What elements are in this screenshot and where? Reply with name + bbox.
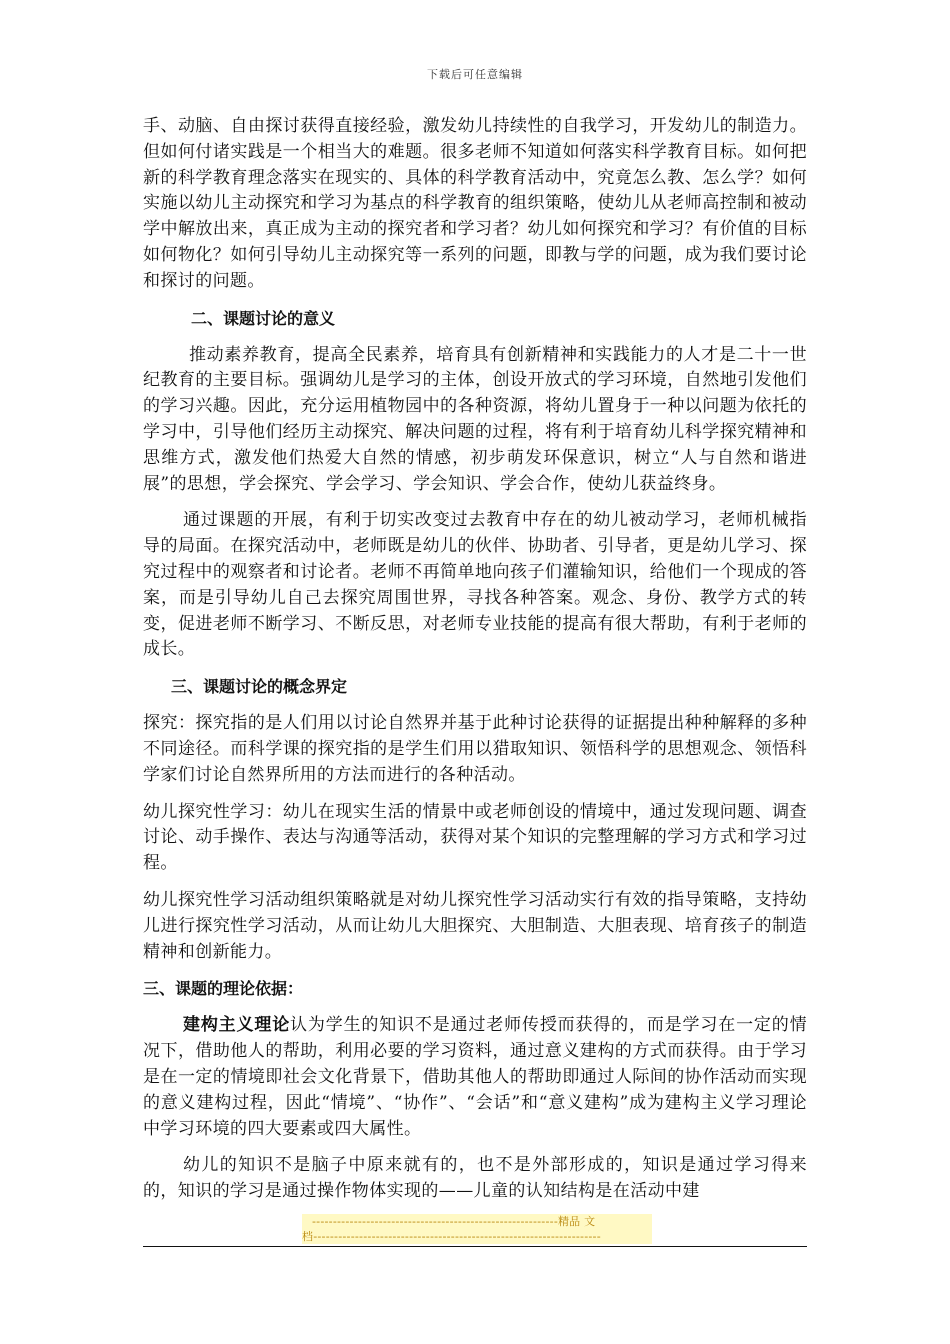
paragraph-definition-inquiry-learning: 幼儿探究性学习：幼儿在现实生活的情景中或老师创设的情境中，通过发现问题、调查讨论、动手操作、表达与沟通等活动，获得对某个知识的完整理解的学习方式和学习过程。 <box>143 801 807 874</box>
section-heading-theory: 三、课题的理论依据： <box>143 979 304 999</box>
footer-divider <box>143 1246 807 1247</box>
paragraph-project-development: 通过课题的开展，有利于切实改变过去教育中存在的幼儿被动学习，老师机械指导的局面。在探究活动中，老师既是幼儿的伙伴、协助者、引导者，更是幼儿学习、探究过程中的观察者和讨论者。老师不再简单地向孩子们灌输知识，给他们一个现成的答案，而是引导幼儿自己去探究周围世界，寻找各种答案。观念、身份、教学方式的转变，促进老师不断学习、不断反思，对老师专业技能的提高有很大帮助，有利于老师的成长。 <box>143 510 807 660</box>
header-note: 下载后可任意编辑 <box>427 68 523 81</box>
paragraph-definition-strategy: 幼儿探究性学习活动组织策略就是对幼儿探究性学习活动实行有效的指导策略，支持幼儿进行探究性学习活动，从而让幼儿大胆探究、大胆制造、大胆表现、培育孩子的制造精神和创新能力。 <box>143 889 807 962</box>
footer-line-1: -----------------------------------------------------------精品 文 <box>312 1215 596 1228</box>
paragraph-definition-inquiry: 探究：探究指的是人们用以讨论自然界并基于此种讨论获得的证据提出种种解释的多种不同途径。而科学课的探究指的是学生们用以猎取知识、领悟科学的思想观念、领悟科学家们讨论自然界所用的方法而进行的各种活动。 <box>143 713 807 785</box>
paragraph-quality-education: 推动素养教育，提高全民素养，培育具有创新精神和实践能力的人才是二十一世纪教育的主要目标。强调幼儿是学习的主体，创设开放式的学习环境，自然地引发他们的学习兴趣。因此，充分运用植物园中的各种资源，将幼儿置身于一种以问题为依托的学习中，引导他们经历主动探究、解决问题的过程，将有利于培育幼儿科学探究精神和思维方式，激发他们热爱大自然的情感，初步萌发环保意识，树立“人与自然和谐进展”的思想，学会探究、学会学习、学会知识、学会合作，使幼儿获益终身。 <box>143 344 807 494</box>
paragraph-child-knowledge: 幼儿的知识不是脑子中原来就有的，也不是外部形成的，知识是通过学习得来的，知识的学习是通过操作物体实现的——儿童的认知结构是在活动中建 <box>143 1155 807 1202</box>
document-body <box>143 114 807 1216</box>
section-heading-concepts: 三、课题讨论的概念界定 <box>171 677 348 697</box>
footer-line-2: 档--------------------------------------------------------------------- <box>302 1230 601 1243</box>
term-constructivism: 建构主义理论 <box>183 1015 291 1036</box>
paragraph-constructivism <box>143 1013 807 1142</box>
paragraph-continuation: 手、动脑、自由探讨获得直接经验，激发幼儿持续性的自我学习，开发幼儿的制造力。但如何付诸实践是一个相当大的难题。很多老师不知道如何落实科学教育目标。如何把新的科学教育理念落实在现实的、具体的科学教育活动中，究竟怎么教、怎么学？如何实施以幼儿主动探究和学习为基点的科学教育的组织策略，使幼儿从老师高控制和被动学中解放出来，真正成为主动的探究者和学习者？幼儿如何探究和学习？有价值的目标如何物化？如何引导幼儿主动探究等一系列的问题，即教与学的问题，成为我们要讨论和探讨的问题。 <box>143 116 807 291</box>
footer-watermark <box>302 1214 652 1244</box>
section-heading-significance: 二、课题讨论的意义 <box>191 308 336 328</box>
constructivism-text: 认为学生的知识不是通过老师传授而获得的，而是学习在一定的情况下，借助他人的帮助，利用必要的学习资料，通过意义建构的方式而获得。由于学习是在一定的情境即社会文化背景下，借助其他人的帮助即通过人际间的协作活动而实现的意义建构过程，因此“情境”、“协作”、“会话”和“意义建构”成为建构主义学习理论中学习环境的四大要素或四大属性。 <box>143 1015 807 1139</box>
